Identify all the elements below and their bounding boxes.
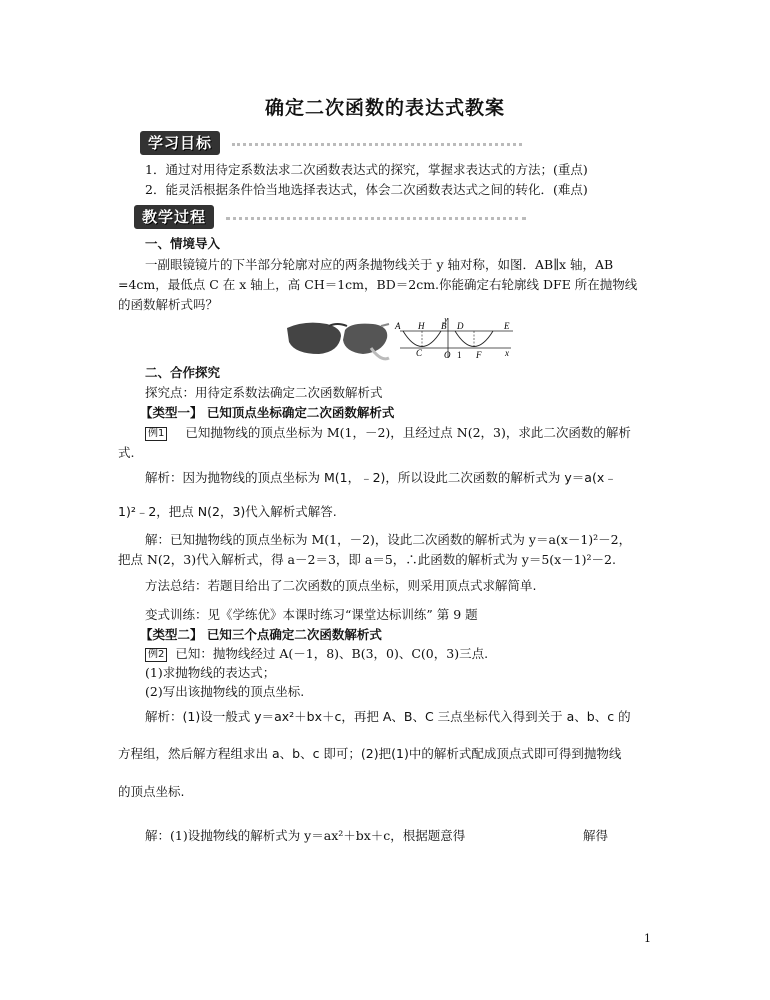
explore-point: 探究点：用待定系数法确定二次函数解析式	[145, 385, 383, 400]
example-text: 已知：抛物线经过 A(－1，8)、B(3，0)、C(0，3)三点.	[175, 646, 489, 661]
label-b: B	[441, 321, 447, 331]
type-title: 【类型一】 已知顶点坐标确定二次函数解析式	[140, 405, 395, 420]
example-line: (1)求抛物线的表达式；	[145, 665, 276, 680]
analysis-line: 解析：因为抛物线的顶点坐标为 M(1，﹣2)，所以设此二次函数的解析式为 y＝a(x﹣	[145, 470, 617, 485]
label-c: C	[416, 348, 423, 358]
label-h: H	[418, 321, 425, 331]
label-o: O	[444, 350, 451, 360]
analysis-line: 1)²﹣2，把点 N(2，3)代入解析式解答.	[118, 504, 337, 519]
label-e: E	[504, 321, 510, 331]
solution-line: 解：已知抛物线的顶点坐标为 M(1，－2)，设此二次函数的解析式为 y＝a(x－1)²－2，	[145, 532, 632, 547]
example-line: (2)写出该抛物线的顶点坐标.	[145, 684, 305, 699]
example-badge: 例2	[145, 648, 167, 662]
solution-line: 解：(1)设抛物线的解析式为 y＝ax²＋bx＋c，根据题意得	[145, 828, 466, 843]
example-text: 已知抛物线的顶点坐标为 M(1，－2)，且经过点 N(2，3)，求此二次函数的解析	[185, 425, 631, 440]
label-one: 1	[457, 350, 462, 360]
page-number: 1	[644, 932, 651, 945]
label-d: D	[457, 321, 464, 331]
paragraph-line: 的函数解析式吗？	[118, 297, 219, 312]
dotted-divider	[232, 143, 522, 146]
example-line	[145, 645, 488, 663]
paragraph-line: =4cm，最低点 C 在 x 轴上，高 CH＝1cm，BD＝2cm.你能确定右轮廓线 DFE 所在抛物线	[118, 277, 638, 292]
section-header-goals	[140, 131, 540, 155]
goal-item: 2．能灵活根据条件恰当地选择表达式，体会二次函数表达式之间的转化．(难点)	[145, 182, 588, 197]
glasses-image	[287, 323, 389, 359]
parabola-diagram	[394, 318, 513, 360]
example-line	[145, 424, 631, 442]
section-heading: 教学过程	[134, 205, 214, 229]
variant-training: 变式训练：见《学练优》本课时练习“课堂达标训练” 第 9 题	[145, 607, 478, 622]
section-heading: 学习目标	[140, 131, 220, 155]
type-title: 【类型二】 已知三个点确定二次函数解析式	[140, 627, 382, 642]
analysis-line: 的顶点坐标.	[118, 784, 185, 799]
part-title: 一、情境导入	[145, 236, 221, 251]
part-title: 二、合作探究	[145, 365, 221, 380]
dotted-divider	[226, 217, 526, 220]
solution-line: 把点 N(2，3)代入解析式，得 a－2＝3，即 a＝5，∴此函数的解析式为 y＝5(x－1)²－2.	[118, 552, 616, 567]
method-summary: 方法总结：若题目给出了二次函数的顶点坐标，则采用顶点式求解简单.	[145, 578, 537, 593]
section-header-process	[134, 205, 554, 229]
label-a: A	[395, 321, 401, 331]
label-f: F	[476, 350, 482, 360]
solution-tail: 解得	[583, 828, 609, 843]
example-line: 式.	[118, 445, 135, 460]
paragraph-line: 一副眼镜镜片的下半部分轮廓对应的两条抛物线关于 y 轴对称，如图．AB∥x 轴，AB	[145, 257, 614, 272]
label-x: x	[505, 348, 509, 358]
page-title: 确定二次函数的表达式教案	[264, 97, 505, 119]
analysis-line: 解析：(1)设一般式 y＝ax²＋bx＋c，再把 A、B、C 三点坐标代入得到关于 a、b、c 的	[145, 709, 631, 724]
analysis-line: 方程组，然后解方程组求出 a、b、c 即可；(2)把(1)中的解析式配成顶点式即可得到抛物线	[118, 746, 622, 761]
label-y: y	[444, 318, 448, 324]
glasses-figure	[285, 318, 515, 362]
goal-item: 1．通过对用待定系数法求二次函数表达式的探究，掌握求表达式的方法；(重点)	[145, 162, 588, 177]
example-badge: 例1	[145, 427, 167, 441]
